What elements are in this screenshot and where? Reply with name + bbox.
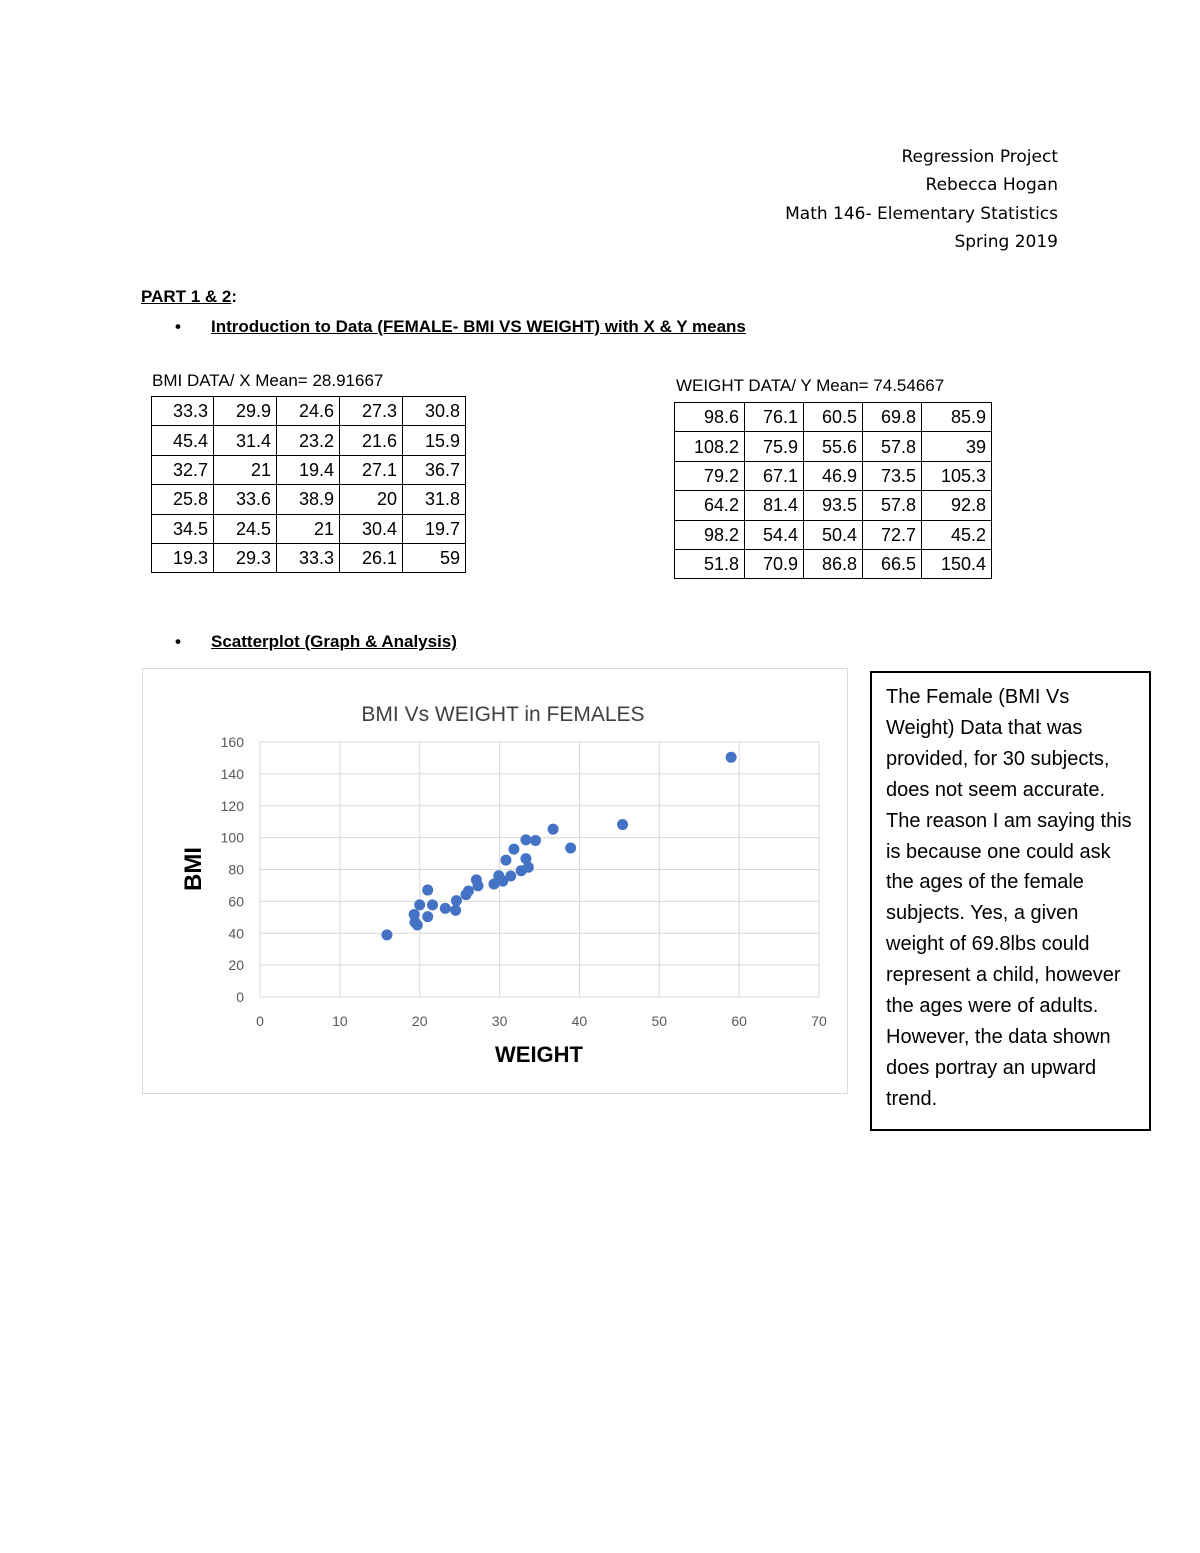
data-point bbox=[548, 824, 559, 835]
data-point bbox=[500, 855, 511, 866]
y-tick-label: 120 bbox=[220, 797, 244, 814]
y-tick-label: 40 bbox=[228, 925, 244, 942]
bmi-table-cell: 25.8 bbox=[152, 485, 214, 514]
bmi-table-cell: 24.6 bbox=[277, 397, 340, 426]
bmi-table-row bbox=[152, 397, 466, 426]
bmi-table-row bbox=[152, 455, 466, 484]
weight-table-cell: 70.9 bbox=[745, 549, 804, 578]
data-point bbox=[565, 842, 576, 853]
y-tick-label: 0 bbox=[236, 989, 244, 1005]
scatter-chart-svg bbox=[143, 669, 849, 1095]
data-point bbox=[427, 899, 438, 910]
bullet-dot-icon: • bbox=[175, 632, 181, 651]
bullet-intro-text: Introduction to Data (FEMALE- BMI VS WEIGHT) with X & Y means bbox=[211, 317, 746, 336]
x-tick-label: 70 bbox=[811, 1013, 827, 1029]
weight-table-cell: 69.8 bbox=[863, 403, 922, 432]
weight-table-cell: 81.4 bbox=[745, 491, 804, 520]
bmi-table-cell: 59 bbox=[403, 543, 466, 572]
weight-table-cell: 85.9 bbox=[922, 403, 992, 432]
x-tick-label: 30 bbox=[491, 1013, 508, 1029]
weight-data-table bbox=[674, 402, 992, 579]
y-tick-label: 100 bbox=[220, 829, 244, 846]
header-course: Math 146- Elementary Statistics bbox=[785, 203, 1058, 224]
bmi-table-cell: 30.4 bbox=[340, 514, 403, 543]
header-author: Rebecca Hogan bbox=[925, 175, 1058, 196]
part-heading bbox=[141, 287, 237, 307]
bmi-data-table bbox=[151, 396, 466, 573]
weight-table-cell: 60.5 bbox=[804, 403, 863, 432]
data-point bbox=[409, 909, 420, 920]
bmi-table-cell: 15.9 bbox=[403, 426, 466, 455]
weight-table-cell: 50.4 bbox=[804, 520, 863, 549]
weight-table-row bbox=[675, 432, 992, 461]
weight-table-cell: 57.8 bbox=[863, 491, 922, 520]
bullet-scatter-text: Scatterplot (Graph & Analysis) bbox=[211, 632, 457, 651]
bmi-table-cell: 20 bbox=[340, 485, 403, 514]
bmi-table-cell: 36.7 bbox=[403, 455, 466, 484]
header-block bbox=[785, 143, 1058, 257]
weight-table-cell: 108.2 bbox=[675, 432, 745, 461]
weight-table-cell: 57.8 bbox=[863, 432, 922, 461]
bmi-table-cell: 32.7 bbox=[152, 455, 214, 484]
data-point bbox=[451, 895, 462, 906]
bmi-table-cell: 29.3 bbox=[214, 543, 277, 572]
bmi-table-cell: 21 bbox=[214, 455, 277, 484]
bullet-scatter bbox=[175, 632, 457, 652]
weight-table-cell: 51.8 bbox=[675, 549, 745, 578]
weight-table-cell: 45.2 bbox=[922, 520, 992, 549]
bmi-table-cell: 19.3 bbox=[152, 543, 214, 572]
bmi-table-cell: 29.9 bbox=[214, 397, 277, 426]
weight-table-cell: 76.1 bbox=[745, 403, 804, 432]
weight-table-cell: 79.2 bbox=[675, 461, 745, 490]
data-point bbox=[726, 752, 737, 763]
weight-table-cell: 54.4 bbox=[745, 520, 804, 549]
bmi-table-cell: 31.4 bbox=[214, 426, 277, 455]
bmi-table-cell: 38.9 bbox=[277, 485, 340, 514]
weight-table-cell: 67.1 bbox=[745, 461, 804, 490]
weight-table-cell: 93.5 bbox=[804, 491, 863, 520]
weight-table-cell: 39 bbox=[922, 432, 992, 461]
weight-table-cell: 86.8 bbox=[804, 549, 863, 578]
bmi-table-cell: 21 bbox=[277, 514, 340, 543]
data-point bbox=[617, 819, 628, 830]
y-tick-label: 20 bbox=[228, 957, 244, 974]
weight-table-row bbox=[675, 549, 992, 578]
bmi-table-cell: 45.4 bbox=[152, 426, 214, 455]
bmi-table-cell: 33.3 bbox=[152, 397, 214, 426]
data-point bbox=[422, 885, 433, 896]
analysis-note-text: The Female (BMI Vs Weight) Data that was provided, for 30 subjects, does not seem accurate. The reason I am saying this is because one could ask the ages of the female subjects. Yes, a given weight of 69.8lbs could represent a child, however the ages were of adults. However, the data shown does portray an upward trend. bbox=[886, 686, 1132, 1110]
data-point bbox=[488, 879, 499, 890]
data-point bbox=[450, 905, 461, 916]
x-tick-label: 10 bbox=[332, 1013, 348, 1029]
weight-table-cell: 72.7 bbox=[863, 520, 922, 549]
bmi-table-cell: 27.1 bbox=[340, 455, 403, 484]
data-point bbox=[520, 853, 531, 864]
part-heading-colon: : bbox=[231, 287, 238, 306]
bmi-table-row bbox=[152, 543, 466, 572]
bullet-dot-icon: • bbox=[175, 317, 181, 336]
bmi-table-cell: 19.7 bbox=[403, 514, 466, 543]
bullet-intro bbox=[175, 317, 746, 337]
y-tick-label: 140 bbox=[220, 765, 244, 782]
header-title: Regression Project bbox=[901, 147, 1058, 167]
y-tick-label: 60 bbox=[228, 893, 244, 910]
bmi-table-cell: 23.2 bbox=[277, 426, 340, 455]
data-point bbox=[520, 834, 531, 845]
part-heading-text: PART 1 & 2 bbox=[141, 287, 232, 306]
weight-table-cell: 73.5 bbox=[863, 461, 922, 490]
y-tick-label: 80 bbox=[228, 861, 244, 878]
bmi-table-cell: 24.5 bbox=[214, 514, 277, 543]
weight-table-cell: 92.8 bbox=[922, 491, 992, 520]
x-tick-label: 40 bbox=[571, 1013, 588, 1029]
bmi-table-cell: 33.3 bbox=[277, 543, 340, 572]
data-point bbox=[414, 899, 425, 910]
y-tick-label: 160 bbox=[220, 734, 244, 750]
weight-table-caption: WEIGHT DATA/ Y Mean= 74.54667 bbox=[676, 376, 945, 395]
weight-table-row bbox=[675, 520, 992, 549]
analysis-note bbox=[870, 671, 1151, 1131]
bmi-table-cell: 30.8 bbox=[403, 397, 466, 426]
weight-table-row bbox=[675, 403, 992, 432]
x-tick-label: 50 bbox=[651, 1013, 668, 1029]
x-tick-label: 60 bbox=[731, 1013, 747, 1029]
bmi-table-cell: 33.6 bbox=[214, 485, 277, 514]
weight-table-row bbox=[675, 491, 992, 520]
scatter-chart bbox=[142, 668, 848, 1094]
y-axis-label: BMI bbox=[180, 847, 207, 891]
header-term: Spring 2019 bbox=[954, 232, 1058, 253]
bmi-table-cell: 31.8 bbox=[403, 485, 466, 514]
bmi-table-cell: 26.1 bbox=[340, 543, 403, 572]
bmi-table-cell: 19.4 bbox=[277, 455, 340, 484]
data-point bbox=[463, 886, 474, 897]
weight-table-cell: 66.5 bbox=[863, 549, 922, 578]
bmi-table-row bbox=[152, 514, 466, 543]
bmi-table-cell: 21.6 bbox=[340, 426, 403, 455]
data-point bbox=[412, 919, 423, 930]
bmi-table-caption: BMI DATA/ X Mean= 28.91667 bbox=[152, 371, 384, 390]
bmi-table-cell: 34.5 bbox=[152, 514, 214, 543]
data-point bbox=[422, 911, 433, 922]
data-point bbox=[440, 903, 451, 914]
weight-table-cell: 98.6 bbox=[675, 403, 745, 432]
weight-table-cell: 55.6 bbox=[804, 432, 863, 461]
weight-table-cell: 75.9 bbox=[745, 432, 804, 461]
data-point bbox=[381, 929, 392, 940]
chart-title: BMI Vs WEIGHT in FEMALES bbox=[361, 703, 645, 726]
weight-table-cell: 98.2 bbox=[675, 520, 745, 549]
weight-table-cell: 46.9 bbox=[804, 461, 863, 490]
bmi-table-row bbox=[152, 485, 466, 514]
x-tick-label: 20 bbox=[411, 1013, 428, 1029]
weight-table-row bbox=[675, 461, 992, 490]
data-point bbox=[530, 835, 541, 846]
x-axis-label: WEIGHT bbox=[495, 1042, 583, 1067]
bmi-table-row bbox=[152, 426, 466, 455]
weight-table-cell: 105.3 bbox=[922, 461, 992, 490]
bmi-table-cell: 27.3 bbox=[340, 397, 403, 426]
weight-table-cell: 64.2 bbox=[675, 491, 745, 520]
weight-table-cell: 150.4 bbox=[922, 549, 992, 578]
data-point bbox=[508, 844, 519, 855]
data-point bbox=[471, 874, 482, 885]
x-tick-label: 0 bbox=[256, 1013, 264, 1029]
